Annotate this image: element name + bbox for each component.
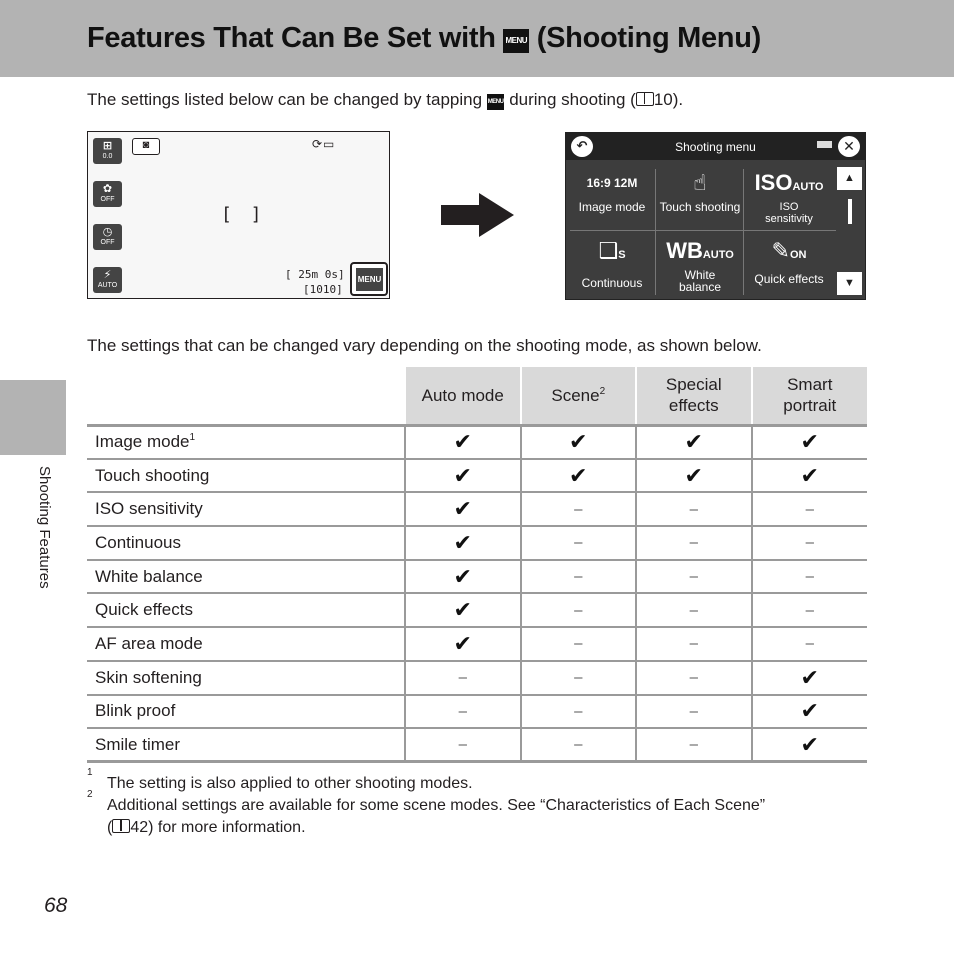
not-available-dash: – [521,560,637,594]
header-special-effects: Special effects [636,367,752,425]
menu-button[interactable]: MENU [350,262,388,296]
table-row [87,459,867,493]
page-ref-icon [636,92,654,106]
not-available-dash: – [636,560,752,594]
continuous-icon: ❑S [598,238,626,263]
header-blank [87,367,405,425]
intro-text: The settings listed below can be changed by tapping MENU during shooting ( 10). [87,90,684,109]
menu-item-white-balance[interactable]: WBAUTO White balance [657,233,743,301]
divider [570,230,836,231]
arrow-right-icon [441,193,514,237]
scroll-down-icon[interactable]: ▼ [837,272,862,295]
scrollbar[interactable] [848,199,852,224]
checkmark-icon: ✔ [405,425,521,459]
white-balance-icon: WBAUTO [666,238,734,263]
shooting-menu-illustration [565,132,866,300]
menu-item-continuous[interactable]: ❑S Continuous [569,233,655,301]
remaining-exposures: [1010] [303,283,343,296]
not-available-dash: – [752,560,868,594]
checkmark-icon: ✔ [405,492,521,526]
section-label: Shooting Features [36,466,53,589]
not-available-dash: – [752,593,868,627]
battery-icon [817,141,832,148]
menu-item-quick-effects[interactable]: ✎ON Quick effects [746,233,832,301]
checkmark-icon: ✔ [636,425,752,459]
not-available-dash: – [521,526,637,560]
not-available-dash: – [636,526,752,560]
checkmark-icon: ✔ [405,560,521,594]
scroll-up-icon[interactable]: ▲ [837,167,862,190]
row-label: Skin softening [87,661,405,695]
page-number: 68 [44,894,68,917]
touch-shooting-icon: ☝ [693,170,707,195]
not-available-dash: – [521,492,637,526]
macro-icon: ✿ OFF [93,181,122,207]
mode-availability-text: The settings that can be changed vary depending on the shooting mode, as shown below. [87,336,762,355]
table-row [87,492,867,526]
checkmark-icon: ✔ [521,459,637,493]
checkmark-icon: ✔ [405,593,521,627]
table-header-row [87,367,867,425]
not-available-dash: – [405,695,521,729]
table-row [87,695,867,729]
image-mode-icon: 16:9 12M [586,176,638,190]
not-available-dash: – [405,728,521,762]
not-available-dash: – [636,661,752,695]
header-smart-portrait: Smart portrait [752,367,868,425]
exposure-compensation-icon: ⊞ 0.0 [93,138,122,164]
page-title [87,22,761,55]
not-available-dash: – [752,526,868,560]
feature-availability-table [87,367,867,763]
checkmark-icon: ✔ [405,526,521,560]
row-label: Continuous [87,526,405,560]
not-available-dash: – [636,593,752,627]
row-label: ISO sensitivity [87,492,405,526]
not-available-dash: – [521,627,637,661]
checkmark-icon: ✔ [752,695,868,729]
not-available-dash: – [521,728,637,762]
menu-item-touch-shooting[interactable]: ☝ Touch shooting [657,165,743,233]
table-row [87,627,867,661]
not-available-dash: – [636,492,752,526]
iso-icon: ISOAUTO [754,170,824,195]
menu-item-image-mode[interactable]: 16:9 12M Image mode [569,165,655,233]
checkmark-icon: ✔ [752,728,868,762]
row-label: AF area mode [87,627,405,661]
row-label: Smile timer [87,728,405,762]
checkmark-icon: ✔ [752,425,868,459]
row-label: Blink proof [87,695,405,729]
not-available-dash: – [521,593,637,627]
checkmark-icon: ✔ [752,459,868,493]
quick-effects-icon: ✎ON [771,238,807,263]
table-row [87,661,867,695]
not-available-dash: – [521,695,637,729]
row-label: White balance [87,560,405,594]
checkmark-icon: ✔ [752,661,868,695]
menu-icon: MENU [487,94,505,110]
camera-mode-icon: ◙ [132,138,160,155]
not-available-dash: – [752,492,868,526]
table-row [87,560,867,594]
flash-icon: ⚡ AUTO [93,267,122,293]
title-text-end: (Shooting Menu) [536,22,761,54]
not-available-dash: – [636,728,752,762]
not-available-dash: – [636,695,752,729]
not-available-dash: – [405,661,521,695]
close-icon[interactable]: ✕ [838,136,860,157]
checkmark-icon: ✔ [521,425,637,459]
table-row [87,728,867,762]
self-timer-icon: ◷ OFF [93,224,122,250]
header-auto-mode: Auto mode [405,367,521,425]
menu-title: Shooting menu [675,140,756,154]
page-ref-icon [112,819,130,833]
header-scene: Scene$^2$ [521,367,637,425]
table-row [87,425,867,459]
focus-area-brackets: [ ] [221,204,266,225]
menu-item-iso-sensitivity[interactable]: ISOAUTO ISO sensitivity [746,165,832,233]
remaining-time: [ 25m 0s] [285,268,345,281]
back-icon[interactable]: ↶ [571,136,593,157]
not-available-dash: – [636,627,752,661]
vibration-reduction-icon: ⟳▭ [312,137,336,151]
checkmark-icon: ✔ [636,459,752,493]
not-available-dash: – [752,627,868,661]
shooting-screen-illustration [87,131,390,299]
table-row [87,526,867,560]
row-label: Image mode$^1$ [87,425,405,459]
not-available-dash: – [521,661,637,695]
checkmark-icon: ✔ [405,627,521,661]
menu-icon: MENU [503,29,529,53]
checkmark-icon: ✔ [405,459,521,493]
table-row [87,593,867,627]
row-label: Touch shooting [87,459,405,493]
divider [655,169,656,295]
section-tab [0,380,66,455]
divider [743,169,744,295]
row-label: Quick effects [87,593,405,627]
title-text-start: Features That Can Be Set with [87,22,496,54]
